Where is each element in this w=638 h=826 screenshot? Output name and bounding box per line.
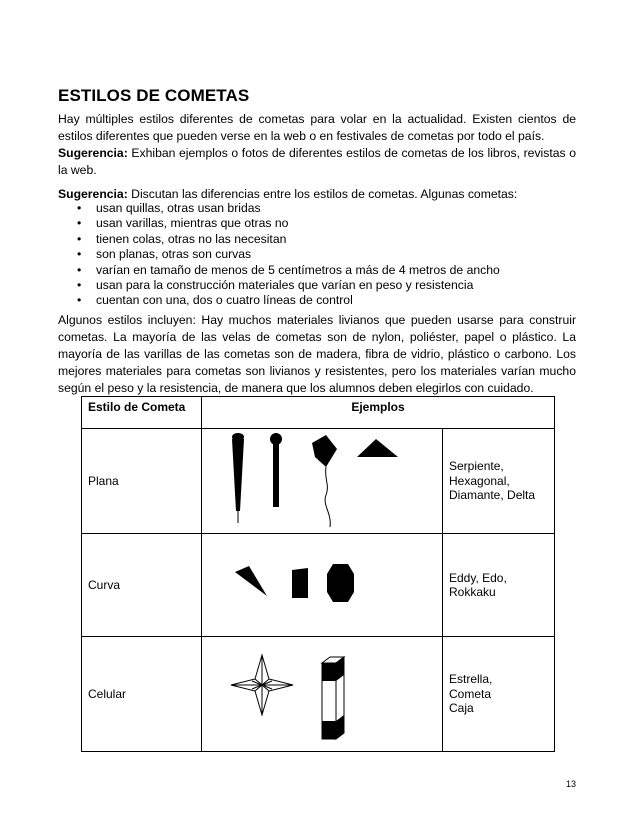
style-cell: Plana bbox=[82, 429, 202, 534]
kite-name: Cometa bbox=[449, 686, 492, 701]
materials-paragraph: Algunos estilos incluyen: Hay muchos materiales livianos que pueden usarse para construir cometas. La mayoría de las velas de cometas son de nylon, poliéster, papel o plástico. La mayoría de las varillas de las cometas son de madera, fibra de vidrio, plástico o carbono. Los mejores materiales para cometas son livianos y resistentes, pero los materiales varían mucho según el peso y la resistencia, de manera que los alumnos deben elegirlos con cuidado. bbox=[58, 313, 576, 395]
example-images-cell bbox=[202, 534, 443, 637]
tip-text: Exhiban ejemplos o fotos de diferentes estilos de cometas de los libros, revistas o la web. bbox=[58, 146, 576, 177]
header-style: Estilo de Cometa bbox=[82, 397, 202, 429]
delta-kite-icon bbox=[357, 439, 398, 457]
cellular-kites-illustration bbox=[202, 637, 443, 751]
style-cell: Celular bbox=[82, 637, 202, 752]
table-header-row bbox=[82, 397, 555, 429]
curved-kites-illustration bbox=[202, 534, 443, 636]
list-item: • usan para la construcción materiales que varían en peso y resistencia bbox=[58, 278, 500, 293]
list-item: • usan quillas, otras usan bridas bbox=[58, 201, 500, 216]
table-row bbox=[82, 534, 555, 637]
list-item: • son planas, otras son curvas bbox=[58, 247, 500, 262]
page-number: 13 bbox=[566, 779, 577, 789]
list-item: • varían en tamaño de menos de 5 centímetros a más de 4 metros de ancho bbox=[58, 263, 500, 278]
tip-label: Sugerencia: bbox=[58, 146, 128, 160]
intro-paragraph: Hay múltiples estilos diferentes de cometas para volar en la actualidad. Existen cientos de estilos diferentes que pueden verse en la web o en festivales de cometas por todo el país. bbox=[58, 112, 576, 143]
flat-kites-illustration bbox=[202, 429, 443, 533]
kite-names-cell bbox=[443, 534, 555, 637]
kite-styles-table bbox=[81, 396, 555, 752]
eddy-kite-icon bbox=[235, 566, 267, 596]
tip-label: Sugerencia: bbox=[58, 187, 128, 201]
rokkaku-kite-icon bbox=[327, 564, 354, 602]
kite-name: Estrella, bbox=[449, 672, 493, 687]
diamond-kite-icon bbox=[312, 435, 337, 527]
kite-names-cell bbox=[443, 429, 555, 534]
list-item: • cuentan con una, dos o cuatro líneas de control bbox=[58, 293, 500, 308]
list-item: • tienen colas, otras no las necesitan bbox=[58, 232, 500, 247]
edo-kite-icon bbox=[292, 568, 308, 598]
differences-list bbox=[58, 201, 500, 309]
page-title: ESTILOS DE COMETAS bbox=[58, 86, 250, 105]
kite-name: Caja bbox=[449, 701, 474, 716]
header-examples: Ejemplos bbox=[202, 397, 555, 429]
kite-name: Hexagonal, bbox=[449, 473, 510, 488]
example-images-cell bbox=[202, 637, 443, 752]
kite-name: Serpiente, bbox=[449, 459, 504, 474]
tip-paragraph-1 bbox=[58, 145, 576, 179]
box-kite-icon bbox=[322, 657, 344, 739]
list-item: • usan varillas, mientras que otras no bbox=[58, 216, 500, 231]
flat-kite-stick-icon bbox=[270, 433, 282, 507]
tip-text: Discutan las diferencias entre los estilos de cometas. Algunas cometas: bbox=[127, 187, 518, 201]
kite-name: Diamante, Delta bbox=[449, 488, 536, 503]
star-kite-icon bbox=[231, 655, 293, 715]
kite-name: Eddy, Edo, Rokkaku bbox=[449, 570, 507, 599]
table-row bbox=[82, 429, 555, 534]
table-row bbox=[82, 637, 555, 752]
flat-kite-narrow-icon bbox=[232, 433, 244, 523]
kite-names-cell bbox=[443, 637, 555, 752]
example-images-cell bbox=[202, 429, 443, 534]
style-cell: Curva bbox=[82, 534, 202, 637]
